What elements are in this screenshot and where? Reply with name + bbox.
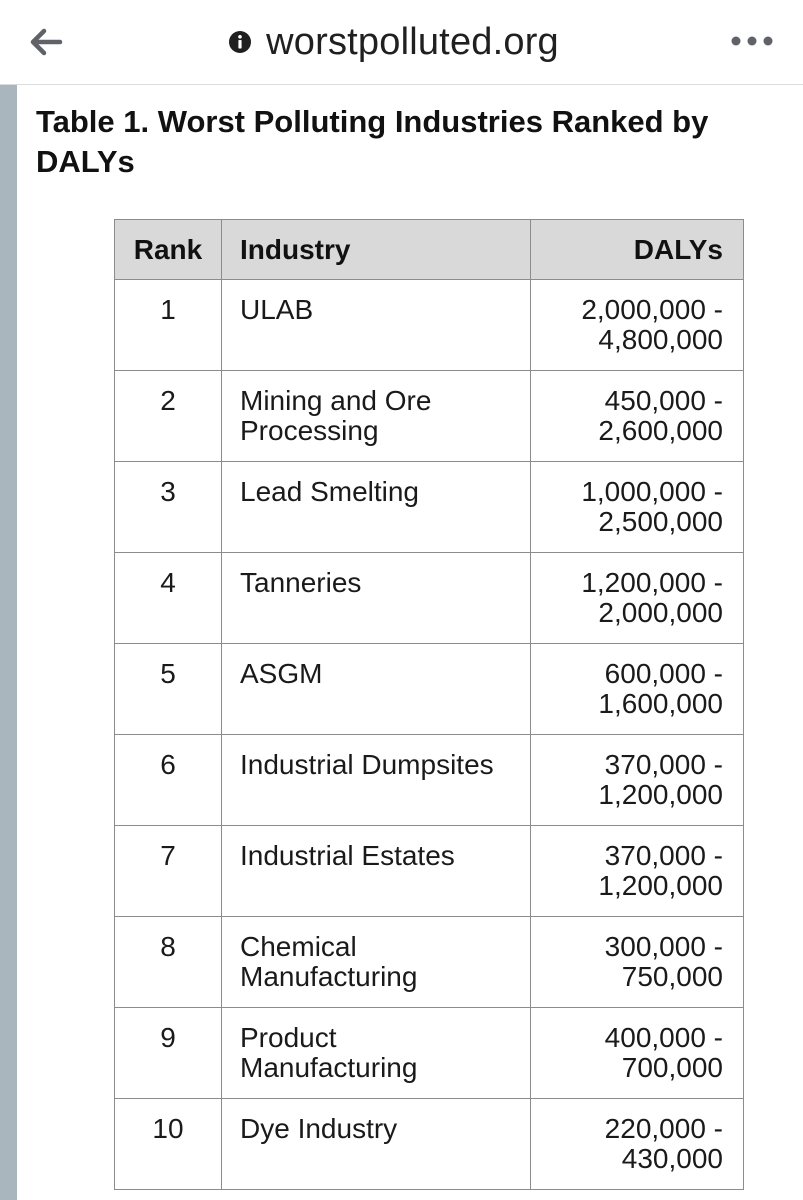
dalys-high: 1,200,000 xyxy=(598,870,723,901)
table-row xyxy=(115,1099,744,1190)
dalys-cell xyxy=(531,371,744,462)
header-dalys: DALYs xyxy=(531,220,744,280)
rank-cell: 8 xyxy=(115,917,222,1008)
dalys-low: 370,000 - xyxy=(604,749,723,780)
pollution-table xyxy=(114,219,744,1190)
arrow-left-icon xyxy=(29,28,63,56)
industry-cell: Chemical Manufacturing xyxy=(222,917,531,1008)
dalys-high: 2,000,000 xyxy=(598,597,723,628)
table-header-row xyxy=(115,220,744,280)
dalys-cell xyxy=(531,644,744,735)
page-side-strip xyxy=(0,85,17,1200)
dalys-high: 4,800,000 xyxy=(598,324,723,355)
dalys-cell xyxy=(531,1008,744,1099)
header-industry: Industry xyxy=(222,220,531,280)
dalys-cell xyxy=(531,280,744,371)
dalys-cell xyxy=(531,917,744,1008)
dalys-low: 370,000 - xyxy=(604,840,723,871)
dalys-low: 1,200,000 - xyxy=(581,567,723,598)
more-horizontal-icon xyxy=(730,35,774,47)
table-row xyxy=(115,553,744,644)
dalys-cell xyxy=(531,735,744,826)
industry-cell: Product Manufacturing xyxy=(222,1008,531,1099)
dalys-high: 2,500,000 xyxy=(598,506,723,537)
dalys-low: 220,000 - xyxy=(604,1113,723,1144)
dalys-cell xyxy=(531,1099,744,1190)
industry-cell: Lead Smelting xyxy=(222,462,531,553)
dalys-low: 450,000 - xyxy=(604,385,723,416)
industry-cell: Industrial Estates xyxy=(222,826,531,917)
dalys-low: 1,000,000 - xyxy=(581,476,723,507)
dalys-high: 2,600,000 xyxy=(598,415,723,446)
industry-cell: ASGM xyxy=(222,644,531,735)
dalys-high: 700,000 xyxy=(621,1052,723,1083)
info-icon[interactable] xyxy=(228,30,252,54)
url-bar[interactable] xyxy=(228,21,559,64)
dalys-cell xyxy=(531,553,744,644)
dalys-high: 1,200,000 xyxy=(598,779,723,810)
rank-cell: 3 xyxy=(115,462,222,553)
dalys-high: 430,000 xyxy=(621,1143,723,1174)
rank-cell: 6 xyxy=(115,735,222,826)
industry-cell: Tanneries xyxy=(222,553,531,644)
table-row xyxy=(115,462,744,553)
dalys-high: 750,000 xyxy=(621,961,723,992)
industry-cell: Mining and Ore Processing xyxy=(222,371,531,462)
table-row xyxy=(115,280,744,371)
table-row xyxy=(115,735,744,826)
rank-cell: 2 xyxy=(115,371,222,462)
url-text: worstpolluted.org xyxy=(266,20,559,63)
rank-cell: 1 xyxy=(115,280,222,371)
table-row xyxy=(115,826,744,917)
more-options-button[interactable] xyxy=(727,26,777,56)
browser-toolbar xyxy=(0,0,803,85)
dalys-low: 400,000 - xyxy=(604,1022,723,1053)
industry-cell: ULAB xyxy=(222,280,531,371)
dalys-low: 300,000 - xyxy=(604,931,723,962)
table-row xyxy=(115,644,744,735)
rank-cell: 4 xyxy=(115,553,222,644)
table-row xyxy=(115,917,744,1008)
page-title: Table 1. Worst Polluting Industries Ranked by DALYs xyxy=(36,104,709,179)
dalys-low: 2,000,000 - xyxy=(581,294,723,325)
table-row xyxy=(115,1008,744,1099)
dalys-cell xyxy=(531,462,744,553)
dalys-low: 600,000 - xyxy=(604,658,723,689)
back-button[interactable] xyxy=(24,22,68,62)
table-row xyxy=(115,371,744,462)
dalys-high: 1,600,000 xyxy=(598,688,723,719)
industry-cell: Industrial Dumpsites xyxy=(222,735,531,826)
rank-cell: 7 xyxy=(115,826,222,917)
header-rank: Rank xyxy=(115,220,222,280)
rank-cell: 5 xyxy=(115,644,222,735)
industry-cell: Dye Industry xyxy=(222,1099,531,1190)
dalys-cell xyxy=(531,826,744,917)
rank-cell: 9 xyxy=(115,1008,222,1099)
rank-cell: 10 xyxy=(115,1099,222,1190)
